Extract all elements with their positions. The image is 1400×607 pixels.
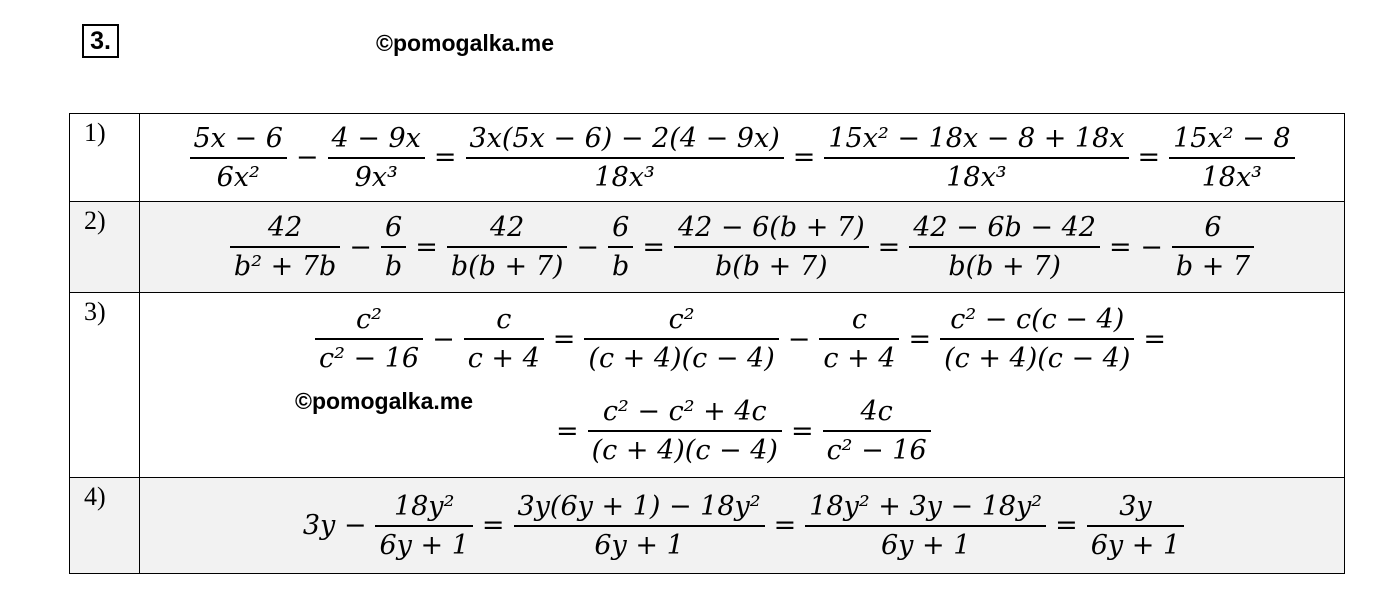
denominator: c² − 16 xyxy=(823,430,931,466)
numerator: 3y xyxy=(1119,490,1152,522)
fraction xyxy=(315,304,423,374)
numerator: c xyxy=(851,304,867,335)
fraction xyxy=(823,396,931,466)
operator: = xyxy=(1143,323,1167,355)
operator: − xyxy=(295,142,319,173)
denominator: b + 7 xyxy=(1172,246,1254,282)
denominator: 18x³ xyxy=(824,157,1128,193)
expression-cell xyxy=(140,293,1345,478)
denominator: b xyxy=(381,246,406,282)
numerator: c² − c(c − 4) xyxy=(950,304,1125,335)
denominator: c + 4 xyxy=(819,338,899,374)
denominator: 6y + 1 xyxy=(514,525,765,561)
operator: − xyxy=(787,323,811,355)
fraction xyxy=(584,304,778,374)
fraction xyxy=(674,212,869,282)
operator: = xyxy=(773,510,797,541)
watermark: ©pomogalka.me xyxy=(295,388,473,414)
numerator: 42 − 6b − 42 xyxy=(913,212,1096,243)
fraction xyxy=(328,123,425,193)
denominator: c² − 16 xyxy=(315,338,423,374)
numerator: 18y² xyxy=(393,490,455,522)
operator: − xyxy=(432,323,455,355)
operator: = xyxy=(877,231,901,263)
denominator: 18x³ xyxy=(1169,157,1294,193)
fraction xyxy=(230,212,340,282)
numerator: 15x² − 18x − 8 + 18x xyxy=(828,122,1125,154)
operator: − xyxy=(349,231,372,263)
denominator: 9x³ xyxy=(328,157,425,193)
numerator: 42 xyxy=(489,212,525,243)
fraction xyxy=(940,304,1134,374)
denominator: b² + 7b xyxy=(230,246,340,282)
operator: = − xyxy=(1109,231,1163,263)
denominator: 18x³ xyxy=(466,157,784,193)
table-row xyxy=(70,478,1345,574)
numerator: 4c xyxy=(860,396,893,427)
denominator: 6y + 1 xyxy=(375,525,472,561)
numerator: 6 xyxy=(612,212,630,243)
row-label: 3) xyxy=(70,293,140,478)
numerator: 18y² + 3y − 18y² xyxy=(809,490,1043,522)
operator: = xyxy=(642,231,665,263)
numerator: 6 xyxy=(1204,212,1222,243)
expression-cell xyxy=(140,114,1345,202)
numerator: c² xyxy=(356,304,382,335)
operator: = xyxy=(433,142,457,173)
row-label: 1) xyxy=(70,114,140,202)
fraction xyxy=(381,212,406,282)
fraction xyxy=(190,123,287,193)
denominator: c + 4 xyxy=(464,338,544,374)
numerator: 4 − 9x xyxy=(331,122,421,154)
operator: = xyxy=(481,510,505,541)
numerator: 15x² − 8 xyxy=(1173,122,1291,154)
operator: = xyxy=(790,415,814,447)
fraction xyxy=(1169,123,1294,193)
fraction xyxy=(819,304,899,374)
operator: − xyxy=(576,231,600,263)
fraction xyxy=(805,491,1046,561)
row-label: 4) xyxy=(70,478,140,574)
denominator: (c + 4)(c − 4) xyxy=(588,430,782,466)
expression-line xyxy=(140,114,1344,201)
expression-cell xyxy=(140,478,1345,574)
watermark: ©pomogalka.me xyxy=(376,30,554,56)
fraction xyxy=(375,491,472,561)
table-row xyxy=(70,202,1345,293)
fraction xyxy=(1087,491,1184,561)
table-row xyxy=(70,114,1345,202)
operator: = xyxy=(552,323,576,355)
expression-line xyxy=(140,293,1344,385)
denominator: b(b + 7) xyxy=(909,246,1100,282)
numerator: c² − c² + 4c xyxy=(602,396,767,427)
operator: = xyxy=(908,323,932,355)
numerator: 3x(5x − 6) − 2(4 − 9x) xyxy=(469,122,780,154)
denominator: b(b + 7) xyxy=(447,246,568,282)
fraction xyxy=(447,212,568,282)
denominator: 6y + 1 xyxy=(805,525,1046,561)
operator: = xyxy=(792,142,816,173)
numerator: 42 − 6(b + 7) xyxy=(677,212,865,243)
numerator: c xyxy=(496,304,512,335)
table-row xyxy=(70,293,1345,478)
fraction xyxy=(588,396,782,466)
fraction xyxy=(464,304,544,374)
numerator: 3y(6y + 1) − 18y² xyxy=(517,490,761,522)
expression-cell xyxy=(140,202,1345,293)
expression-line xyxy=(140,478,1344,573)
denominator: (c + 4)(c − 4) xyxy=(940,338,1134,374)
denominator: 6y + 1 xyxy=(1087,525,1184,561)
solution-table xyxy=(69,113,1345,574)
denominator: b xyxy=(608,246,633,282)
operator: = xyxy=(415,231,438,263)
numerator: 5x − 6 xyxy=(193,122,283,154)
expression-line xyxy=(140,202,1344,292)
denominator: (c + 4)(c − 4) xyxy=(584,338,778,374)
row-label: 2) xyxy=(70,202,140,293)
fraction xyxy=(1172,212,1254,282)
operator: = xyxy=(1055,510,1078,541)
fraction xyxy=(824,123,1128,193)
fraction xyxy=(909,212,1100,282)
fraction xyxy=(466,123,784,193)
fraction xyxy=(608,212,633,282)
denominator: 6x² xyxy=(190,157,287,193)
numerator: 42 xyxy=(267,212,303,243)
term: 3y − xyxy=(302,510,367,541)
operator: = xyxy=(556,415,579,447)
fraction xyxy=(514,491,765,561)
denominator: b(b + 7) xyxy=(674,246,869,282)
operator: = xyxy=(1137,142,1161,173)
numerator: c² xyxy=(668,304,695,335)
numerator: 6 xyxy=(384,212,403,243)
task-number: 3. xyxy=(82,24,119,58)
